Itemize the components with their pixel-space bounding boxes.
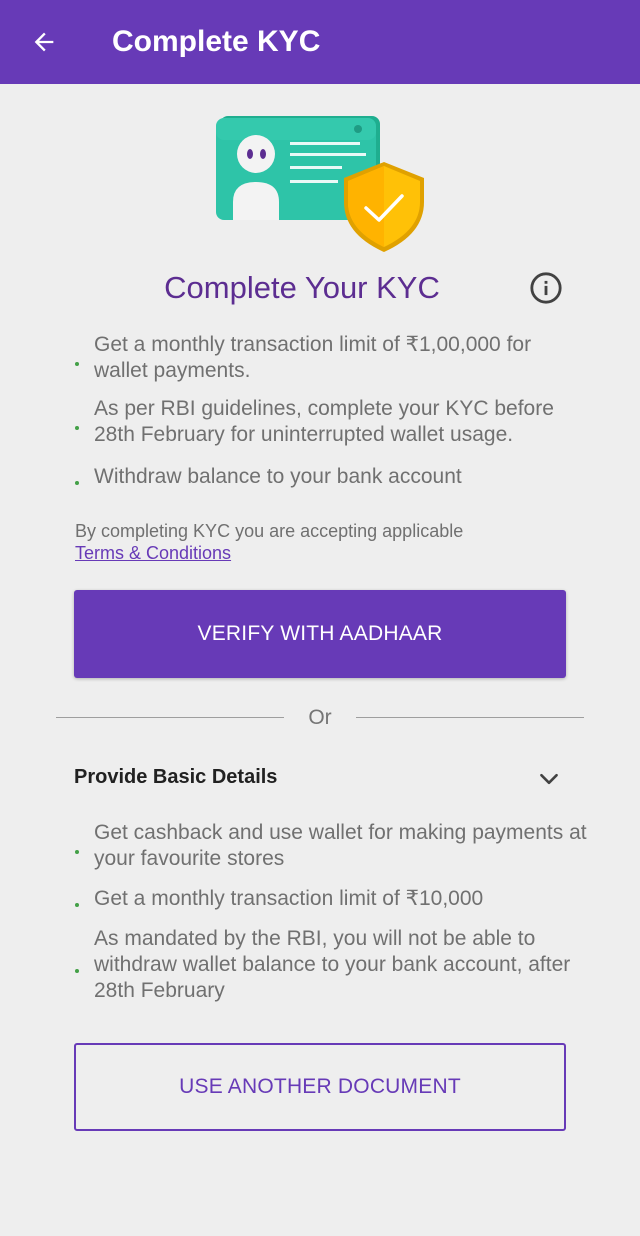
verify-aadhaar-button[interactable]: VERIFY WITH AADHAAR xyxy=(74,590,566,678)
list-item xyxy=(70,820,590,872)
kyc-illustration xyxy=(212,110,432,260)
list-item xyxy=(70,886,590,912)
divider-line xyxy=(356,717,584,718)
terms-prefix: By completing KYC you are accepting applicable xyxy=(75,521,464,541)
bullet-dot-icon xyxy=(70,409,94,435)
bullet-dot-icon xyxy=(70,464,94,490)
detail-text: As mandated by the RBI, you will not be able to withdraw wallet balance to your bank account, after 28th February xyxy=(94,927,571,1002)
info-button[interactable] xyxy=(526,268,566,308)
or-label: Or xyxy=(308,706,332,729)
use-another-document-button[interactable]: USE ANOTHER DOCUMENT xyxy=(74,1043,566,1131)
info-icon xyxy=(529,271,563,305)
terms-note xyxy=(75,520,575,564)
list-item xyxy=(70,396,590,448)
kyc-heading: Complete Your KYC xyxy=(164,270,440,305)
list-item xyxy=(70,464,590,490)
or-divider xyxy=(56,704,584,732)
bullet-dot-icon xyxy=(70,833,94,859)
detail-text: Get cashback and use wallet for making payments at your favourite stores xyxy=(94,821,587,870)
page-title: Complete KYC xyxy=(112,25,321,58)
basic-details-toggle[interactable] xyxy=(74,758,568,798)
id-card-shield-illustration xyxy=(212,110,432,260)
detail-text: Get a monthly transaction limit of ₹10,000 xyxy=(94,887,484,910)
app-bar xyxy=(0,0,640,84)
bullet-dot-icon xyxy=(70,886,94,912)
kyc-benefits-list xyxy=(70,332,590,490)
benefit-text: As per RBI guidelines, complete your KYC before 28th February for uninterrupted wallet usage. xyxy=(94,397,554,446)
benefit-text: Get a monthly transaction limit of ₹1,00,000 for wallet payments. xyxy=(94,333,532,382)
basic-details-title: Provide Basic Details xyxy=(74,766,278,788)
bullet-dot-icon xyxy=(70,952,94,978)
back-button[interactable] xyxy=(22,20,66,64)
basic-details-list xyxy=(70,820,590,1004)
benefit-text: Withdraw balance to your bank account xyxy=(94,465,462,488)
list-item xyxy=(70,332,590,384)
arrow-left-icon xyxy=(30,28,58,56)
bullet-dot-icon xyxy=(70,345,94,371)
chevron-down-icon xyxy=(536,766,562,792)
list-item xyxy=(70,926,590,1004)
terms-link[interactable]: Terms & Conditions xyxy=(75,543,232,563)
